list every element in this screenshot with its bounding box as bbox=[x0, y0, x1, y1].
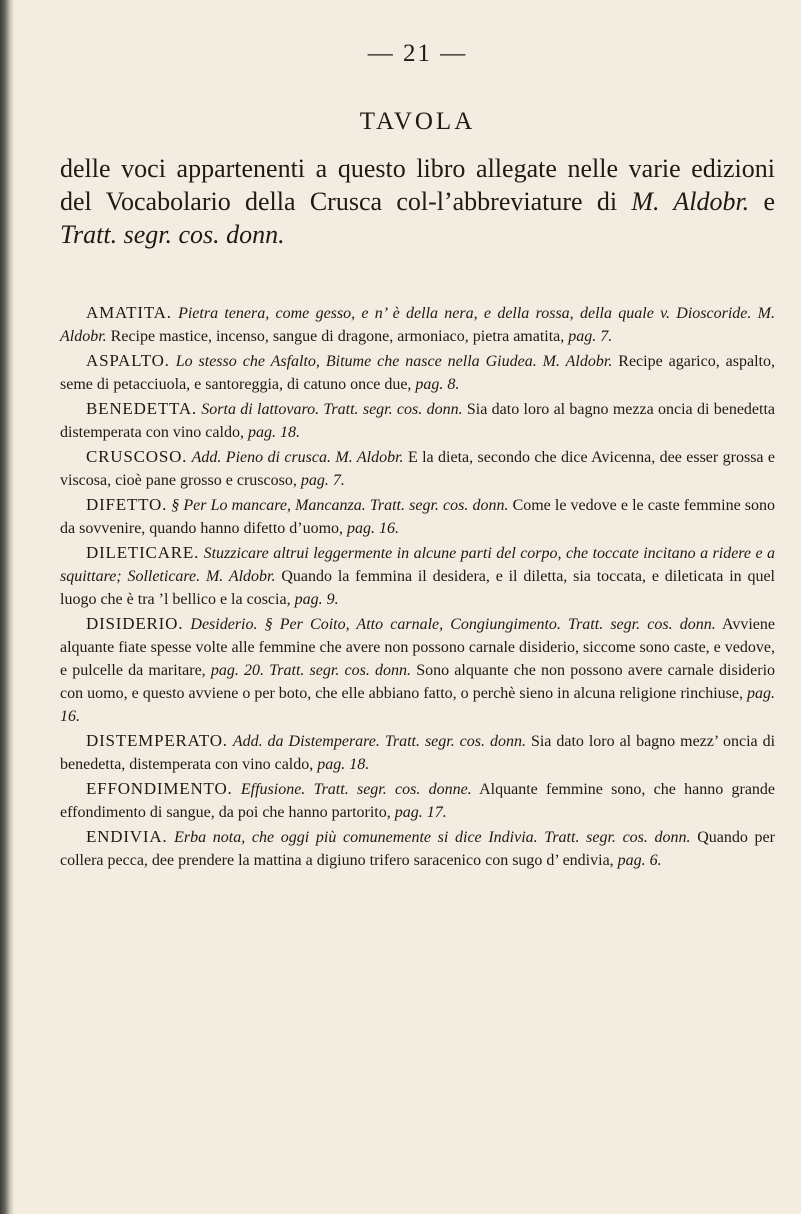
entry-definition: Add. da Distemperare. Tratt. segr. cos. donn. bbox=[232, 733, 526, 750]
entry-text: Recipe agarico, aspalto, seme di petacciuola, e santoreggia, di catuno once due, bbox=[60, 353, 776, 393]
entry-text-second: Sono alquante che non possono avere carnale disiderio con uomo, e questo avviene o per boto, che elle abbiano fatto, o perchè sieno in alcuna religione rinchiuse, bbox=[60, 662, 776, 702]
entry-text: E la dieta, secondo che dice Avicenna, dee esser grossa e viscosa, cioè pane grosso e cruscoso, bbox=[60, 449, 776, 489]
entry-head: BENEDETTA. bbox=[86, 399, 197, 418]
entry-page-ref: pag. 20. bbox=[210, 662, 265, 679]
intro-paragraph bbox=[60, 152, 775, 251]
entry-head: DIFETTO. bbox=[86, 495, 168, 514]
entry-head: EFFONDIMENTO. bbox=[86, 779, 233, 798]
entry-difetto bbox=[60, 493, 775, 540]
entry-definition: Erba nota, che oggi più comunemente si dice Indivia. Tratt. segr. cos. donn. bbox=[174, 829, 691, 846]
intro-abbr-aldobr: M. Aldobr. bbox=[631, 187, 750, 216]
entry-page-ref: pag. 9. bbox=[294, 591, 339, 608]
entry-definition: Desiderio. § Per Coito, Atto carnale, Congiungimento. Tratt. segr. cos. donn. bbox=[190, 616, 716, 633]
entry-dileticare bbox=[60, 541, 775, 611]
page-number: — 21 — bbox=[367, 40, 468, 67]
intro-abbr-tratt: Tratt. segr. cos. donn. bbox=[60, 220, 285, 249]
entry-head: DISTEMPERATO. bbox=[86, 731, 228, 750]
page bbox=[60, 40, 775, 873]
entry-page-ref: pag. 17. bbox=[394, 804, 447, 821]
entry-text: Come le vedove e le caste femmine sono da sovvenire, quando hanno difetto d’uomo, bbox=[60, 497, 776, 537]
intro-conj: e bbox=[763, 187, 776, 216]
entry-page-ref: pag. 7. bbox=[568, 328, 613, 345]
entry-text: Recipe mastice, incenso, sangue di dragone, armoniaco, pietra amatita, bbox=[110, 328, 565, 345]
page-heading: TAVOLA bbox=[359, 108, 476, 135]
entry-head: ASPALTO. bbox=[86, 351, 170, 370]
entry-definition: Pietra tenera, come gesso, e n’ è della nera, e della rossa, della quale v. Dioscoride. M. Aldobr. bbox=[60, 305, 776, 345]
entry-cruscoso bbox=[60, 445, 775, 492]
intro-text: delle voci appartenenti a questo libro allegate nelle varie edizioni del Vocabolario della Crusca col-l’abbreviature di bbox=[60, 154, 775, 216]
entry-text: Quando per collera pecca, dee prendere la mattina a digiuno trifero saracenico con sugo d’ endivia, bbox=[60, 829, 775, 869]
entry-text: Sia dato loro al bagno mezz’ oncia di benedetta, distemperata con vino caldo, bbox=[60, 733, 776, 773]
entry-text: Alquante femmine sono, che hanno grande effondimento di sangue, da poi che hanno partorito, bbox=[60, 781, 776, 821]
entry-benedetta bbox=[60, 397, 775, 444]
entry-page-ref-second: pag. 16. bbox=[60, 685, 775, 725]
entry-definition: § Per Lo mancare, Mancanza. Tratt. segr. cos. donn. bbox=[171, 497, 509, 514]
entry-definition: Add. Pieno di crusca. M. Aldobr. bbox=[191, 449, 404, 466]
entry-page-ref: pag. 18. bbox=[317, 756, 370, 773]
entry-page-ref: pag. 18. bbox=[247, 424, 300, 441]
entry-page-ref: pag. 6. bbox=[617, 852, 662, 869]
entry-page-ref: pag. 7. bbox=[300, 472, 345, 489]
entry-page-ref: pag. 8. bbox=[415, 376, 460, 393]
entry-endivia bbox=[60, 825, 775, 872]
entry-disiderio bbox=[60, 612, 775, 728]
entry-aspalto bbox=[60, 349, 775, 396]
entry-head: ENDIVIA. bbox=[86, 827, 168, 846]
entry-definition: Lo stesso che Asfalto, Bitume che nasce nella Giudea. M. Aldobr. bbox=[175, 353, 613, 370]
entry-text: Avviene alquante fiate spesse volte alle femmine che avere non possono carnale disiderio, siccome sono caste, e vedove, e pulcelle da maritare, bbox=[60, 616, 775, 679]
entry-text: Quando la femmina il desidera, e il diletta, sia toccata, e dileticata in quel luogo che è tra ’l bellico e la coscia, bbox=[60, 568, 776, 608]
entry-definition: Stuzzicare altrui leggermente in alcune parti del corpo, che toccate incitano a ridere e a squittare; Solleticare. M. Aldobr. bbox=[60, 545, 775, 585]
entry-definition-second: Tratt. segr. cos. donn. bbox=[269, 662, 412, 679]
entry-head: AMATITA. bbox=[86, 303, 172, 322]
book-binding-edge bbox=[0, 0, 14, 1214]
entry-definition: Sorta di lattovaro. Tratt. segr. cos. donn. bbox=[201, 401, 463, 418]
entry-distemperato bbox=[60, 729, 775, 776]
entry-head: CRUSCOSO. bbox=[86, 447, 188, 466]
entry-head: DILETICARE. bbox=[86, 543, 200, 562]
entry-definition: Effusione. Tratt. segr. cos. donne. bbox=[240, 781, 472, 798]
entry-head: DISIDERIO. bbox=[86, 614, 184, 633]
entry-page-ref: pag. 16. bbox=[347, 520, 400, 537]
entry-effondimento bbox=[60, 777, 775, 824]
entry-text: Sia dato loro al bagno mezza oncia di benedetta distemperata con vino caldo, bbox=[60, 401, 776, 441]
entry-amatita bbox=[60, 301, 775, 348]
